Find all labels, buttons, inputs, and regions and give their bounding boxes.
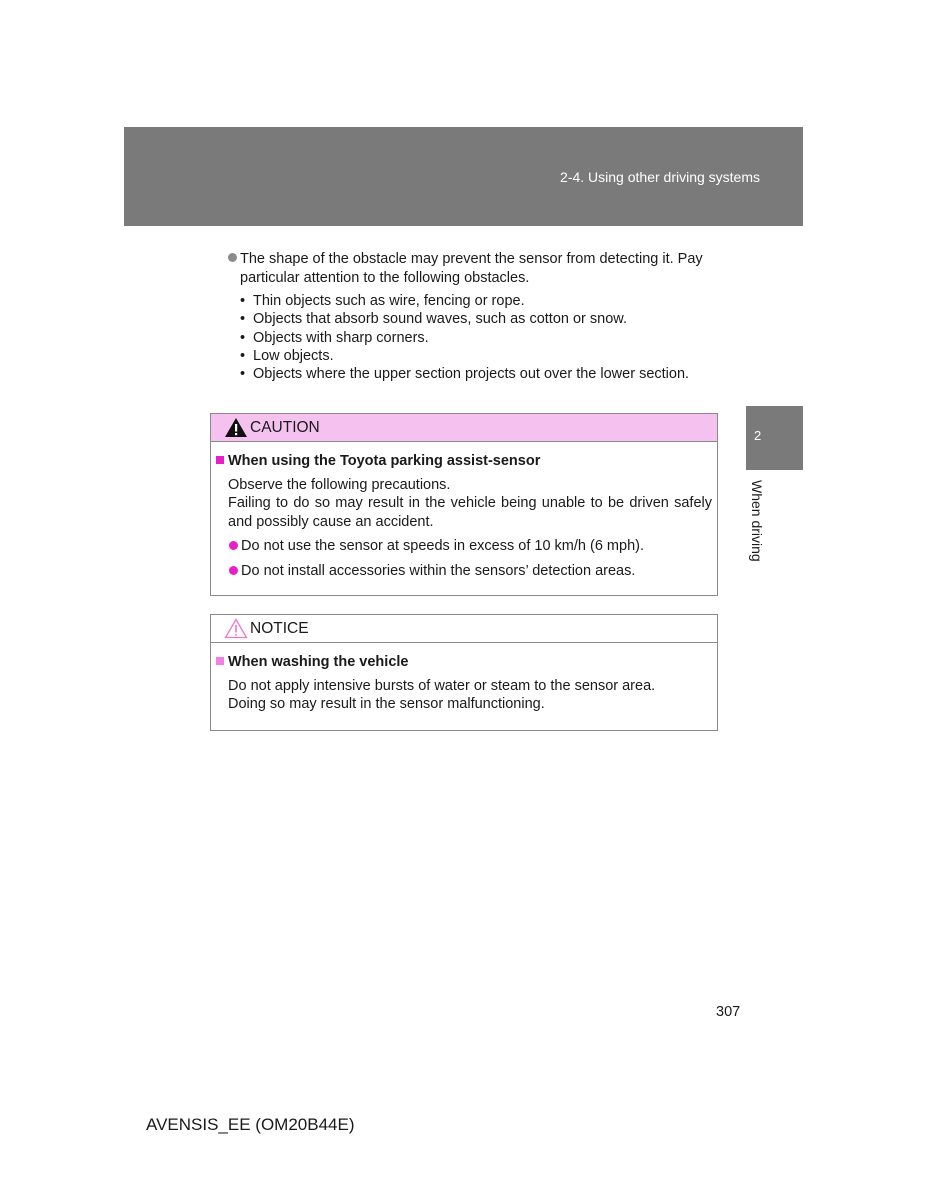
caution-box: [210, 413, 718, 596]
notice-text-1: Do not apply intensive bursts of water or steam to the sensor area.: [228, 677, 656, 694]
intro-line-1: The shape of the obstacle may prevent the sensor from detecting it. Pay: [240, 251, 703, 267]
magenta-dot-icon: [229, 541, 238, 550]
notice-label: NOTICE: [250, 620, 309, 637]
list-item: • Objects with sharp corners.: [240, 329, 429, 346]
notice-heading: When washing the vehicle: [216, 653, 712, 672]
list-item: • Objects that absorb sound waves, such as cotton or snow.: [240, 311, 627, 328]
section-title: 2-4. Using other driving systems: [560, 169, 760, 185]
pink-square-icon: [216, 657, 224, 665]
intro-paragraph: [228, 250, 718, 269]
dot-bullet-icon: •: [240, 366, 246, 383]
intro-section: [228, 250, 718, 383]
document-code: AVENSIS_EE (OM20B44E): [146, 1115, 355, 1134]
chapter-label: When driving: [749, 480, 765, 562]
obstacle-list: [228, 292, 718, 383]
dot-bullet-icon: •: [240, 311, 246, 328]
page-number: 307: [716, 1004, 741, 1020]
list-item: • Thin objects such as wire, fencing or rope.: [240, 293, 525, 309]
warning-triangle-icon: [224, 417, 248, 443]
caution-text-2: Failing to do so may result in the vehicle being unable to be driven safely and possibly cause an accident.: [228, 495, 712, 530]
caution-label: CAUTION: [250, 419, 320, 436]
list-item: • Objects where the upper section projects out over the lower section.: [240, 366, 690, 383]
magenta-dot-icon: [229, 566, 238, 575]
notice-box: [210, 614, 718, 731]
caution-bullet: Do not use the sensor at speeds in excess of 10 km/h (6 mph).: [216, 537, 712, 556]
caution-body: [211, 442, 717, 580]
dot-bullet-icon: •: [240, 293, 246, 309]
chapter-number: 2: [754, 428, 762, 443]
caution-header: [211, 414, 717, 442]
dot-bullet-icon: •: [240, 329, 246, 346]
notice-body: [211, 643, 717, 714]
caution-text-1: Observe the following precautions.: [228, 476, 451, 493]
header-band: [124, 127, 803, 226]
caution-heading: When using the Toyota parking assist-sensor: [216, 452, 712, 471]
gray-bullet-icon: [228, 253, 237, 262]
caution-text: [216, 476, 712, 532]
dot-bullet-icon: •: [240, 347, 246, 364]
magenta-square-icon: [216, 456, 224, 464]
chapter-tab: [746, 406, 803, 470]
intro-line-2: particular attention to the following obstacles.: [240, 270, 530, 286]
notice-triangle-icon: [224, 618, 248, 644]
notice-text-2: Doing so may result in the sensor malfunctioning.: [228, 696, 545, 712]
list-item: • Low objects.: [240, 347, 334, 364]
notice-header: [211, 615, 717, 643]
notice-text: [216, 677, 712, 714]
caution-bullet: Do not install accessories within the sensors’ detection areas.: [216, 562, 712, 581]
